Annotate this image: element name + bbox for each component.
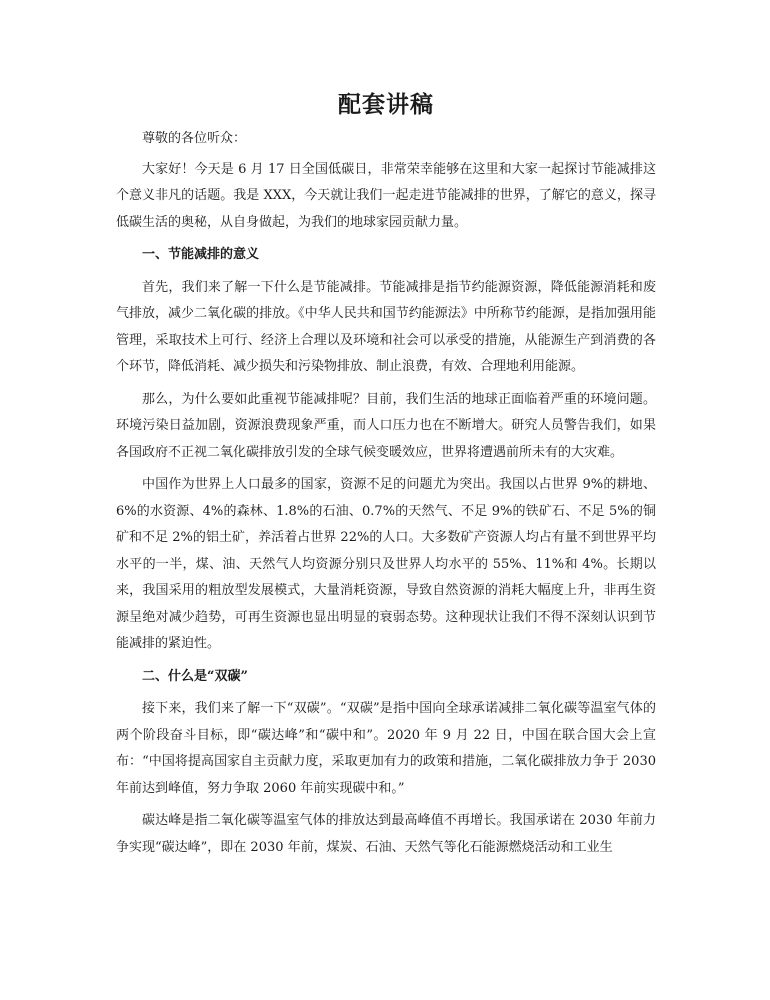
body-paragraph: 接下来，我们来了解一下“双碳”。“双碳”是指中国向全球承诺减排二氧化碳等温室气体的两个阶段奋斗目标，即“碳达峰”和“碳中和”。2020 年 9 月 22 日，中国在联合国大会上宣布：“中国将提高国家自主贡献力度，采取更加有力的政策和措施，二氧化碳排放力争于 2030 年前达到峰值，努力争取 2060 年前实现碳中和。”	[116, 701, 656, 796]
section-heading-significance: 一、节能减排的意义	[142, 247, 260, 262]
intro-paragraph: 大家好！今天是 6 月 17 日全国低碳日，非常荣幸能够在这里和大家一起探讨节能减排这个意义非凡的话题。我是 XXX，今天就让我们一起走进节能减排的世界，了解它的意义，探寻低碳生活的奥秘，从自身做起，为我们的地球家园贡献力量。	[116, 161, 656, 230]
body-paragraph: 首先，我们来了解一下什么是节能减排。节能减排是指节约能源资源，降低能源消耗和废气排放，减少二氧化碳的排放。《中华人民共和国节约能源法》中所称节约能源，是指加强用能管理，采取技术上可行、经济上合理以及环境和社会可以承受的措施，从能源生产到消费的各个环节，降低消耗、减少损失和污染物排放、制止浪费，有效、合理地利用能源。	[116, 279, 656, 374]
document-body	[116, 86, 656, 867]
section-heading-dual-carbon: 二、什么是“双碳”	[142, 668, 248, 684]
body-paragraph: 那么，为什么要如此重视节能减排呢？目前，我们生活的地球正面临着严重的环境问题。环境污染日益加剧，资源浪费现象严重，而人口压力也在不断增大。研究人员警告我们，如果各国政府不正视二氧化碳排放引发的全球气候变暖效应，世界将遭遇前所未有的大灾难。	[116, 391, 656, 460]
body-paragraph: 中国作为世界上人口最多的国家，资源不足的问题尤为突出。我国以占世界 9%的耕地、6%的水资源、4%的森林、1.8%的石油、0.7%的天然气、不足 9%的铁矿石、不足 5%的铜矿和不足 2%的铝土矿，养活着占世界 22%的人口。大多数矿产资源人均占有量不到世界平均水平的一半，煤、油、天然气人均资源分别只及世界人均水平的 55%、11%和 4%。长期以来，我国采用的粗放型发展模式，大量消耗资源，导致自然资源的消耗大幅度上升，非再生资源呈绝对减少趋势，可再生资源也显出明显的衰弱态势。这种现状让我们不得不深刻认识到节能减排的紧迫性。	[116, 477, 656, 651]
greeting-paragraph: 尊敬的各位听众：	[142, 131, 247, 146]
document-title: 配套讲稿	[338, 91, 434, 118]
body-paragraph: 碳达峰是指二氧化碳等温室气体的排放达到最高峰值不再增长。我国承诺在 2030 年前力争实现“碳达峰”，即在 2030 年前，煤炭、石油、天然气等化石能源燃烧活动和工业生	[116, 813, 656, 855]
